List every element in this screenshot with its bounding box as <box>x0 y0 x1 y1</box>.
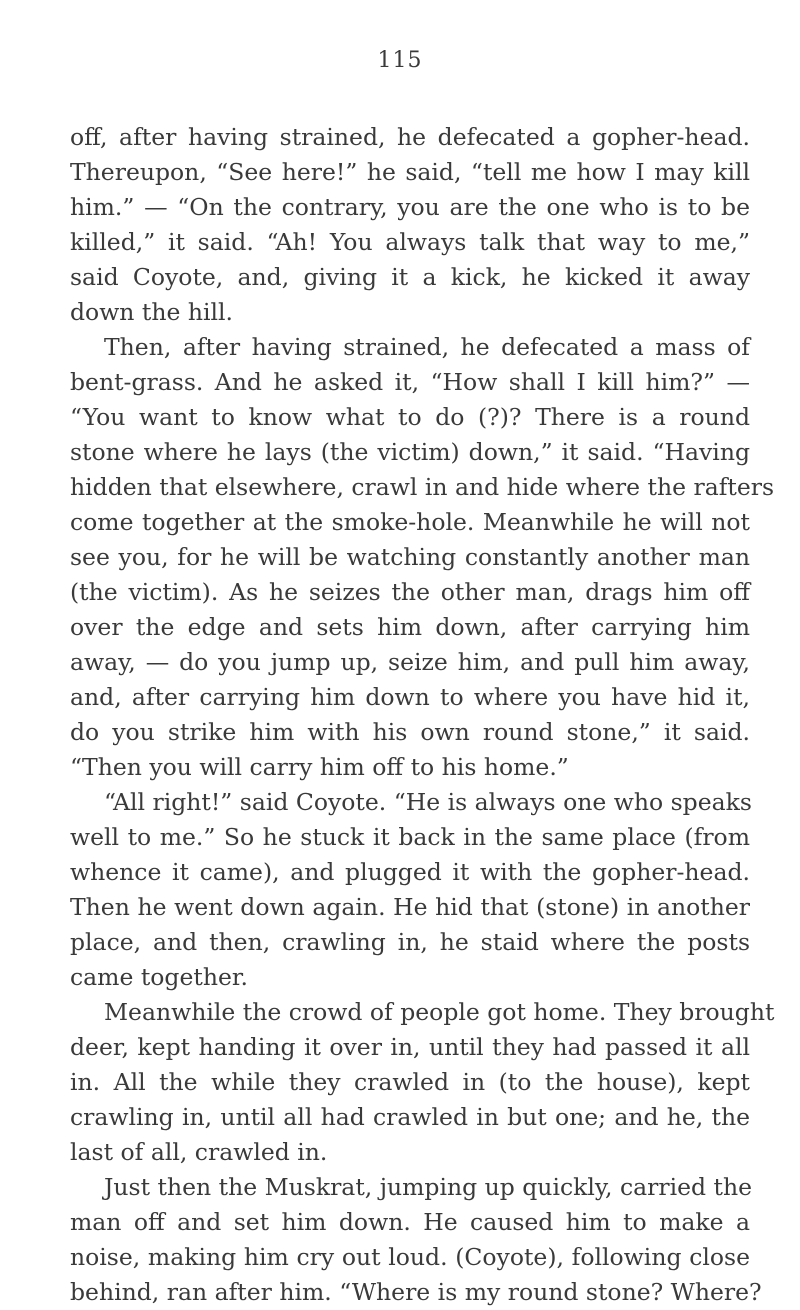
text-line: Just then the Muskrat, jumping up quickly, carried the <box>104 1173 753 1201</box>
text-line: killed,” it said. “Ah! You always talk that way to me,” <box>70 228 750 256</box>
text-line: Meanwhile the crowd of people got home. They brought <box>104 998 775 1026</box>
text-line: Thereupon, “See here!” he said, “tell me how I may kill <box>70 158 750 186</box>
text-line: over the edge and sets him down, after carrying him <box>70 613 750 641</box>
text-line: off, after having strained, he defecated a gopher-head. <box>70 123 750 151</box>
text-line: last of all, crawled in. <box>70 1138 328 1166</box>
text-line: Then, after having strained, he defecated a mass of <box>104 333 750 361</box>
text-line: and, after carrying him down to where you have hid it, <box>70 683 750 711</box>
text-line: stone where he lays (the victim) down,” it said. “Having <box>70 438 750 466</box>
text-line: crawling in, until all had crawled in but one; and he, the <box>70 1103 750 1131</box>
text-line: him.” — “On the contrary, you are the one who is to be <box>70 193 750 221</box>
text-line: behind, ran after him. “Where is my round stone? Where? <box>70 1278 762 1306</box>
text-line: away, — do you jump up, seize him, and pull him away, <box>70 648 750 676</box>
paragraph-1 <box>70 120 750 330</box>
body-text <box>70 120 775 1310</box>
text-line: noise, making him cry out loud. (Coyote), following close <box>70 1243 750 1271</box>
paragraph-4 <box>70 995 775 1170</box>
text-line: said Coyote, and, giving it a kick, he kicked it away <box>70 263 750 291</box>
text-line: Then he went down again. He hid that (stone) in another <box>70 893 750 921</box>
page-number: 115 <box>377 48 423 73</box>
text-line: in. All the while they crawled in (to the house), kept <box>70 1068 750 1096</box>
text-line: “All right!” said Coyote. “He is always one who speaks <box>104 788 752 816</box>
text-line: well to me.” So he stuck it back in the same place (from <box>70 823 750 851</box>
text-line: see you, for he will be watching constantly another man <box>70 543 750 571</box>
text-line: “Then you will carry him off to his home.” <box>70 753 569 781</box>
text-line: man off and set him down. He caused him to make a <box>70 1208 750 1236</box>
text-line: place, and then, crawling in, he staid where the posts <box>70 928 750 956</box>
text-line: hidden that elsewhere, crawl in and hide where the rafters <box>70 473 775 501</box>
text-line: deer, kept handing it over in, until they had passed it all <box>70 1033 750 1061</box>
paragraph-2 <box>70 330 775 785</box>
paragraph-3 <box>70 785 750 995</box>
text-line: “You want to know what to do (?)? There is a round <box>70 403 750 431</box>
text-line: (the victim). As he seizes the other man, drags him off <box>70 578 750 606</box>
text-line: whence it came), and plugged it with the gopher-head. <box>70 858 750 886</box>
text-line: come together at the smoke-hole. Meanwhile he will not <box>70 508 750 536</box>
paragraph-5 <box>70 1170 762 1310</box>
text-line: down the hill. <box>70 298 234 326</box>
text-line: do you strike him with his own round stone,” it said. <box>70 718 750 746</box>
text-line: came together. <box>70 963 248 991</box>
text-line: bent-grass. And he asked it, “How shall I kill him?” — <box>70 368 750 396</box>
